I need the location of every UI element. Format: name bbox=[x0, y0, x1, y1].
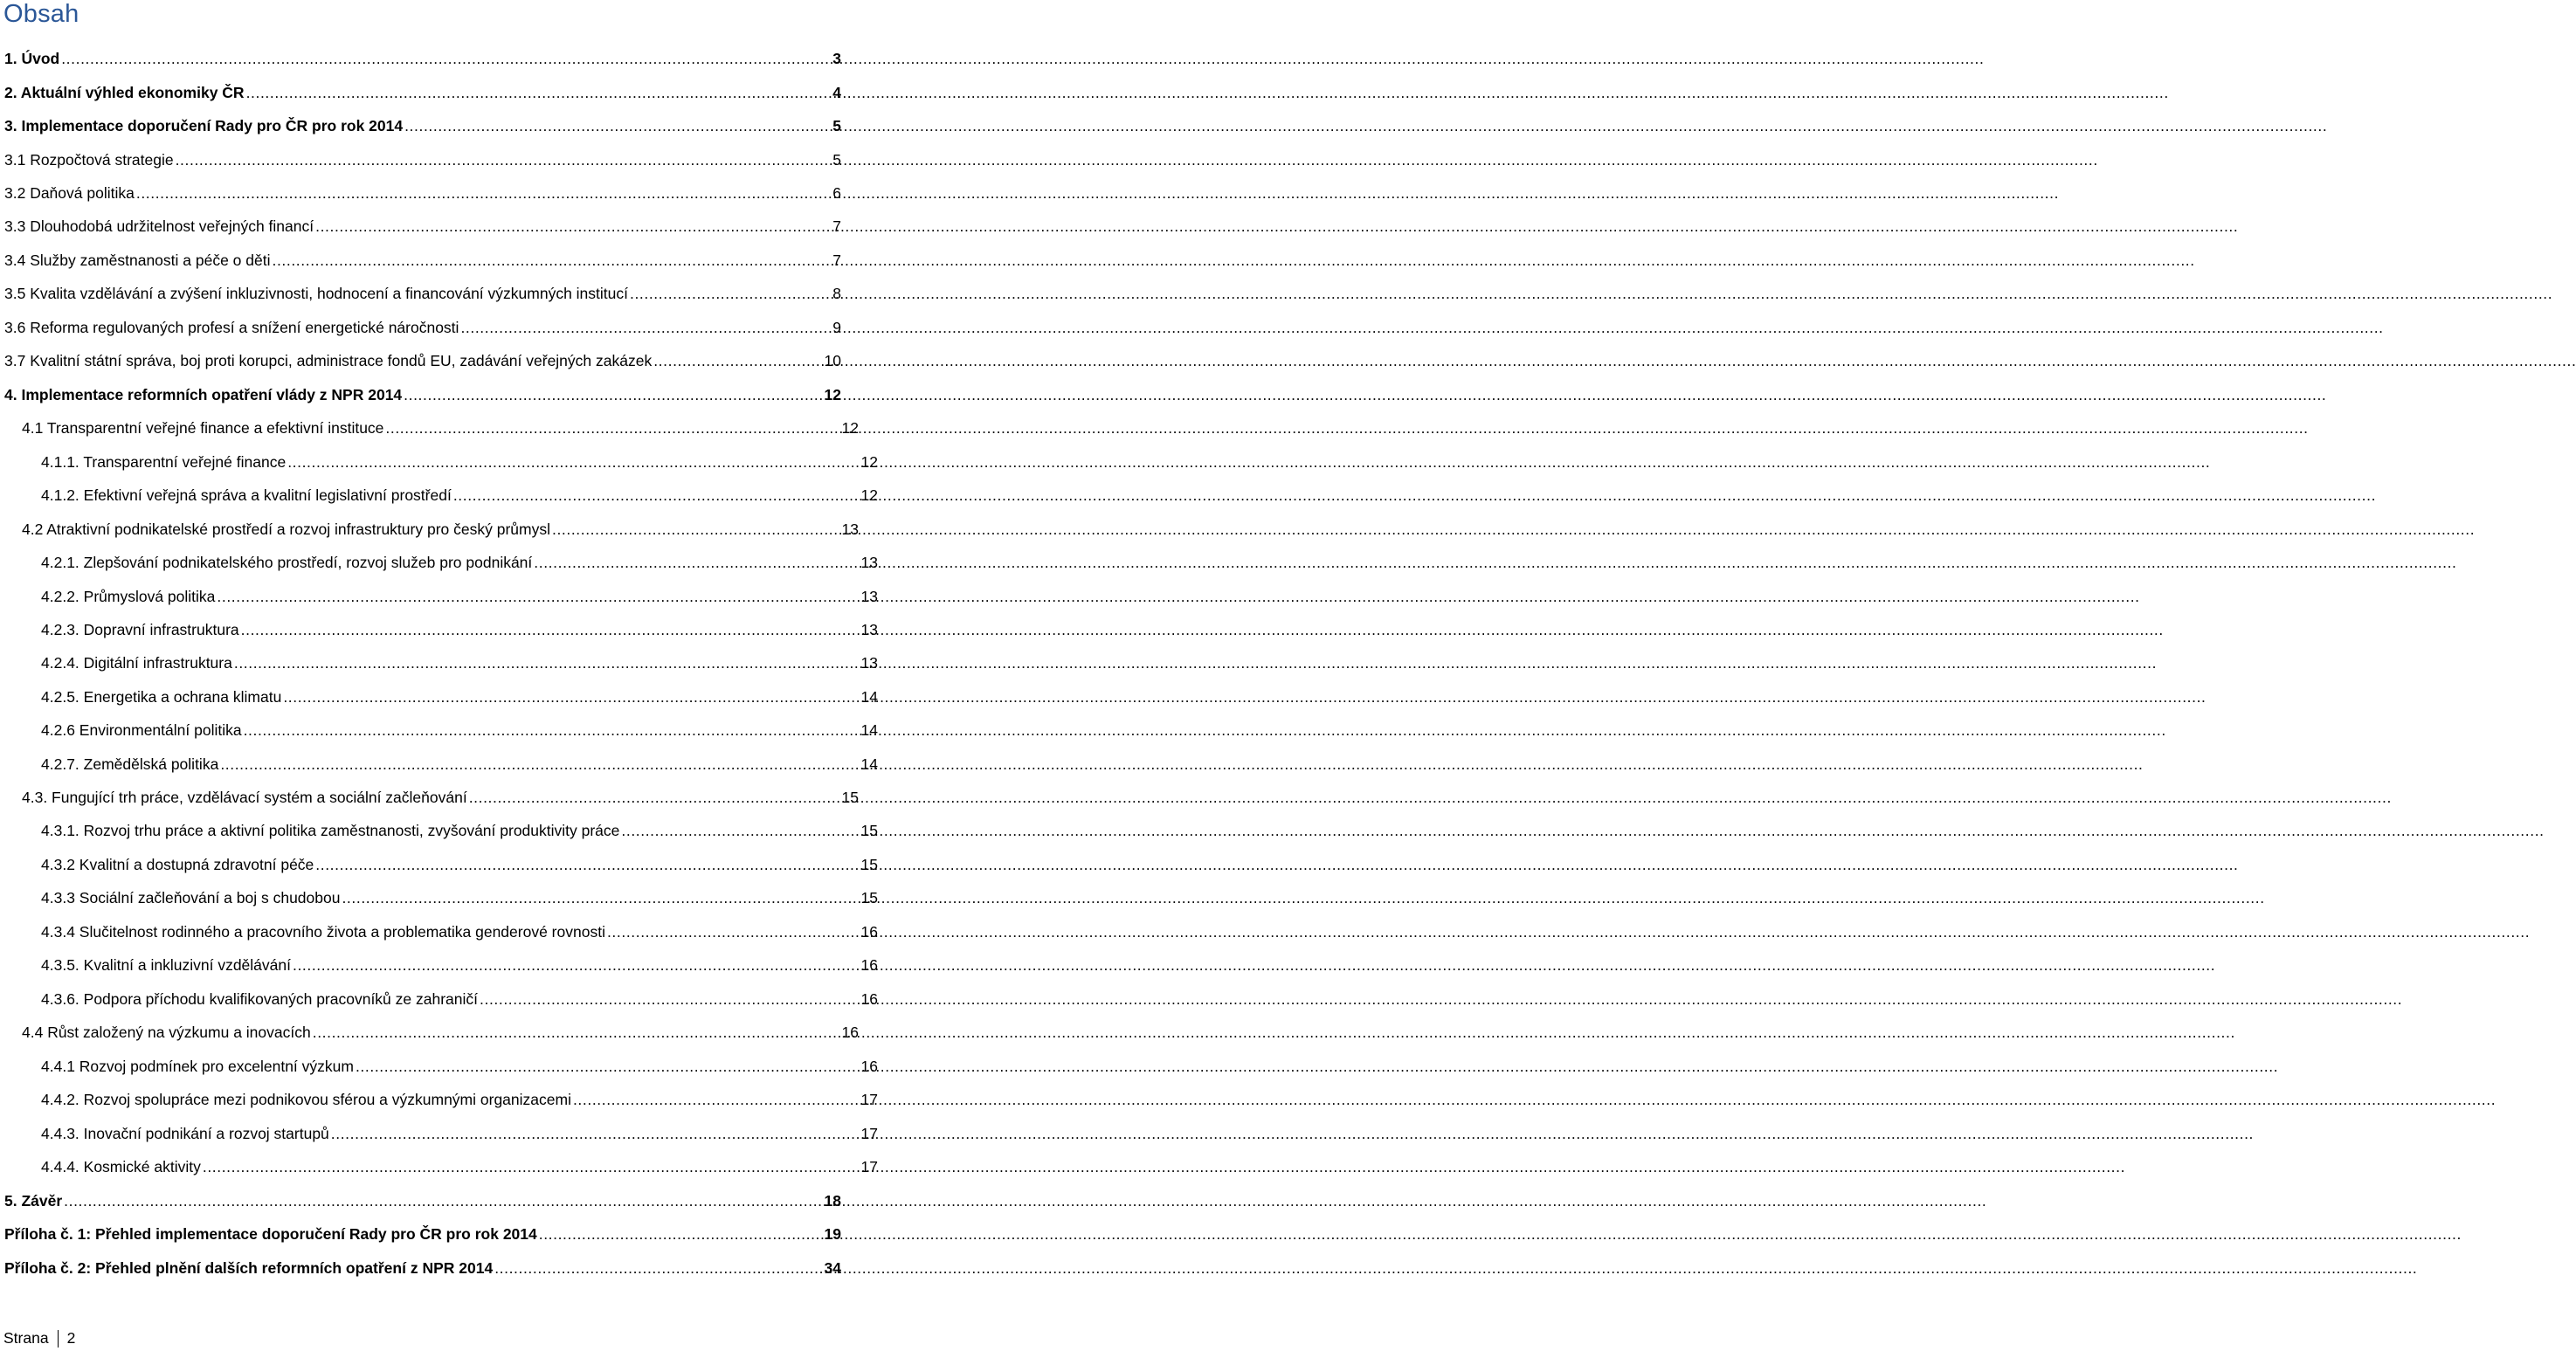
toc-entry-title: 4.4 Růst založený na výzkumu a inovacích bbox=[22, 1024, 311, 1041]
toc-dot-leader bbox=[315, 213, 831, 232]
toc-entry-title: 4. Implementace reformních opatření vlády z NPR 2014 bbox=[4, 386, 403, 403]
toc-entry[interactable] bbox=[0, 1085, 880, 1109]
toc-entry[interactable] bbox=[0, 1051, 880, 1076]
toc-entry-page: 17 bbox=[860, 1091, 878, 1108]
toc-entry-title: 4.2.2. Průmyslová politika bbox=[41, 588, 216, 605]
toc-entry[interactable] bbox=[0, 582, 880, 606]
toc-entry-title: 4.4.4. Kosmické aktivity bbox=[41, 1158, 201, 1175]
toc-entry-page: 3 bbox=[832, 50, 841, 67]
toc-dot-leader bbox=[241, 617, 860, 636]
toc-entry-title: 4.3.5. Kvalitní a inkluzivní vzdělávání bbox=[41, 956, 291, 974]
toc-entry-page: 17 bbox=[860, 1125, 878, 1142]
toc-entry-title: 4.4.2. Rozvoj spolupráce mezi podnikovou sférou a výzkumnými organizacemi bbox=[41, 1091, 571, 1108]
toc-entry[interactable] bbox=[0, 984, 880, 1009]
toc-dot-leader bbox=[469, 784, 840, 803]
toc-entry[interactable] bbox=[0, 413, 860, 438]
toc-entry[interactable] bbox=[0, 514, 860, 539]
toc-entry-page: 7 bbox=[832, 252, 841, 269]
toc-dot-leader bbox=[234, 650, 860, 669]
toc-entry-title: 4.2.5. Energetika a ochrana klimatu bbox=[41, 688, 282, 706]
toc-entry-title: 4.3.1. Rozvoj trhu práce a aktivní politika zaměstnanosti, zvyšování produktivity práce bbox=[41, 822, 620, 839]
toc-entry-page: 16 bbox=[860, 990, 878, 1008]
toc-entry-title: 4.2.1. Zlepšování podnikatelského prostředí, rozvoj služeb pro podnikání bbox=[41, 554, 533, 571]
toc-entry-title: 3.2 Daňová politika bbox=[4, 184, 135, 202]
toc-entry[interactable] bbox=[0, 782, 860, 807]
toc-entry-page: 5 bbox=[832, 117, 841, 134]
toc-entry-title: 5. Závěr bbox=[4, 1192, 63, 1210]
toc-entry-page: 7 bbox=[832, 217, 841, 235]
page-title: Obsah bbox=[3, 0, 79, 28]
toc-dot-leader bbox=[61, 45, 831, 65]
toc-entry[interactable] bbox=[0, 1186, 843, 1210]
toc-dot-leader bbox=[453, 482, 860, 501]
page-footer bbox=[3, 1329, 75, 1348]
toc-dot-leader bbox=[460, 314, 831, 334]
toc-entry[interactable] bbox=[0, 44, 843, 68]
toc-entry-page: 18 bbox=[824, 1192, 841, 1210]
toc-entry-title: 4.4.3. Inovační podnikání a rozvoj startupů bbox=[41, 1125, 329, 1142]
toc-entry-title: 3. Implementace doporučení Rady pro ČR pro rok 2014 bbox=[4, 117, 404, 134]
toc-entry-title: 3.3 Dlouhodobá udržitelnost veřejných financí bbox=[4, 217, 314, 235]
toc-entry-page: 4 bbox=[832, 84, 841, 101]
toc-entry-page: 15 bbox=[860, 856, 878, 873]
toc-entry[interactable] bbox=[0, 78, 843, 102]
toc-dot-leader bbox=[273, 247, 832, 266]
toc-entry[interactable] bbox=[0, 380, 843, 404]
toc-entry[interactable] bbox=[0, 245, 843, 270]
toc-entry-title: 4.2.7. Zemědělská politika bbox=[41, 755, 219, 773]
toc-entry-title: 3.5 Kvalita vzdělávání a zvýšení inkluzivnosti, hodnocení a financování výzkumných institucí bbox=[4, 285, 628, 302]
footer-page-number: 2 bbox=[66, 1329, 76, 1347]
toc-entry-page: 13 bbox=[860, 588, 878, 605]
toc-entry-page: 12 bbox=[824, 386, 841, 403]
toc-entry-page: 19 bbox=[824, 1225, 841, 1243]
toc-entry-title: 3.4 Služby zaměstnanosti a péče o děti bbox=[4, 252, 271, 269]
toc-entry-page: 13 bbox=[860, 621, 878, 638]
toc-entry[interactable] bbox=[0, 816, 880, 840]
toc-dot-leader bbox=[653, 348, 822, 367]
toc-entry-title: 4.3.2 Kvalitní a dostupná zdravotní péče bbox=[41, 856, 314, 873]
toc-entry[interactable] bbox=[0, 648, 880, 672]
toc-dot-leader bbox=[404, 382, 822, 401]
toc-dot-leader bbox=[573, 1086, 860, 1106]
toc-dot-leader bbox=[203, 1154, 860, 1173]
toc-entry[interactable] bbox=[0, 682, 880, 707]
toc-entry[interactable] bbox=[0, 715, 880, 740]
toc-dot-leader bbox=[244, 717, 860, 736]
toc-entry-title: 3.1 Rozpočtová strategie bbox=[4, 151, 174, 169]
toc-entry-title: 4.1.2. Efektivní veřejná správa a kvalitní legislativní prostředí bbox=[41, 486, 452, 504]
toc-entry-page: 34 bbox=[824, 1259, 841, 1277]
toc-entry-page: 9 bbox=[832, 319, 841, 336]
toc-entry-title: 4.3.3 Sociální začleňování a boj s chudobou bbox=[41, 889, 341, 906]
toc-dot-leader bbox=[552, 516, 840, 535]
toc-dot-leader bbox=[287, 449, 859, 468]
toc-entry-page: 14 bbox=[860, 755, 878, 773]
toc-dot-leader bbox=[217, 583, 859, 603]
toc-dot-leader bbox=[385, 415, 839, 434]
toc-entry-page: 14 bbox=[860, 688, 878, 706]
toc-entry-title: Příloha č. 2: Přehled plnění dalších reformních opatření z NPR 2014 bbox=[4, 1259, 494, 1277]
toc-entry-title: 4.3.4 Slučitelnost rodinného a pracovního života a problematika genderové rovnosti bbox=[41, 923, 605, 941]
toc-dot-leader bbox=[64, 1188, 822, 1207]
toc-entry-page: 15 bbox=[860, 889, 878, 906]
toc-entry[interactable] bbox=[0, 917, 880, 941]
toc-entry-title: 4.1 Transparentní veřejné finance a efektivní instituce bbox=[22, 419, 384, 437]
toc-entry-page: 6 bbox=[832, 184, 841, 202]
toc-dot-leader bbox=[246, 79, 832, 99]
toc-entry[interactable] bbox=[0, 313, 843, 337]
toc-dot-leader bbox=[480, 986, 860, 1005]
toc-entry-title: 4.4.1 Rozvoj podmínek pro excelentní výzkum bbox=[41, 1058, 354, 1075]
toc-entry[interactable] bbox=[0, 111, 843, 135]
toc-entry-title: 4.2.4. Digitální infrastruktura bbox=[41, 654, 232, 672]
toc-entry[interactable] bbox=[0, 178, 843, 203]
toc-entry[interactable] bbox=[0, 548, 880, 572]
toc-entry[interactable] bbox=[0, 1017, 860, 1042]
toc-entry[interactable] bbox=[0, 1152, 880, 1176]
toc-entry[interactable] bbox=[0, 1219, 843, 1244]
toc-entry[interactable] bbox=[0, 346, 843, 370]
toc-entry-title: 3.6 Reforma regulovaných profesí a snížení energetické náročnosti bbox=[4, 319, 459, 336]
toc-entry-title: 1. Úvod bbox=[4, 50, 60, 67]
toc-entry[interactable] bbox=[0, 950, 880, 975]
toc-entry-title: 4.3. Fungující trh práce, vzdělávací systém a sociální začleňování bbox=[22, 789, 467, 806]
toc-entry-page: 14 bbox=[860, 721, 878, 739]
toc-entry[interactable] bbox=[0, 1119, 880, 1143]
toc-dot-leader bbox=[315, 851, 859, 871]
toc-entry[interactable] bbox=[0, 883, 880, 907]
toc-entry-title: 4.2.3. Dopravní infrastruktura bbox=[41, 621, 239, 638]
toc-dot-leader bbox=[621, 817, 859, 837]
toc-entry[interactable] bbox=[0, 480, 880, 505]
toc-entry[interactable] bbox=[0, 1253, 843, 1278]
toc-entry-page: 13 bbox=[860, 554, 878, 571]
toc-dot-leader bbox=[539, 1221, 823, 1240]
toc-entry[interactable] bbox=[0, 615, 880, 639]
toc-dot-leader bbox=[630, 280, 831, 300]
toc-dot-leader bbox=[220, 751, 859, 770]
toc-entry[interactable] bbox=[0, 749, 880, 774]
toc-entry-page: 13 bbox=[841, 520, 859, 538]
toc-entry-page: 12 bbox=[860, 486, 878, 504]
toc-dot-leader bbox=[331, 1120, 860, 1140]
toc-entry-page: 12 bbox=[841, 419, 859, 437]
toc-dot-leader bbox=[534, 549, 859, 569]
toc-entry-page: 16 bbox=[860, 1058, 878, 1075]
toc-entry[interactable] bbox=[0, 279, 843, 303]
toc-dot-leader bbox=[293, 952, 860, 971]
toc-dot-leader bbox=[356, 1053, 860, 1072]
toc-entry-title: Příloha č. 1: Přehled implementace doporučení Rady pro ČR pro rok 2014 bbox=[4, 1225, 537, 1243]
toc-entry-page: 10 bbox=[824, 352, 841, 369]
toc-dot-leader bbox=[607, 919, 860, 938]
toc-entry-page: 15 bbox=[860, 822, 878, 839]
footer-separator bbox=[58, 1330, 59, 1348]
toc-dot-leader bbox=[136, 180, 831, 199]
toc-entry-page: 8 bbox=[832, 285, 841, 302]
toc-entry-title: 3.7 Kvalitní státní správa, boj proti korupci, administrace fondů EU, zadávání veřejných zakázek bbox=[4, 352, 653, 369]
toc-entry-page: 5 bbox=[832, 151, 841, 169]
toc-entry-page: 16 bbox=[860, 923, 878, 941]
toc-entry-title: 4.3.6. Podpora příchodu kvalifikovaných pracovníků ze zahraničí bbox=[41, 990, 479, 1008]
toc-entry[interactable] bbox=[0, 447, 880, 472]
toc-entry-page: 12 bbox=[860, 453, 878, 471]
toc-dot-leader bbox=[313, 1019, 840, 1038]
toc-entry-title: 4.2.6 Environmentální politika bbox=[41, 721, 242, 739]
toc-entry-page: 15 bbox=[841, 789, 859, 806]
toc-entry-page: 16 bbox=[860, 956, 878, 974]
footer-label: Strana bbox=[3, 1329, 49, 1347]
toc-entry-page: 17 bbox=[860, 1158, 878, 1175]
toc-entry-title: 2. Aktuální výhled ekonomiky ČR bbox=[4, 84, 245, 101]
toc-entry[interactable] bbox=[0, 145, 843, 169]
toc-entry-title: 4.2 Atraktivní podnikatelské prostředí a rozvoj infrastruktury pro český průmysl bbox=[22, 520, 550, 538]
toc-entry[interactable] bbox=[0, 211, 843, 236]
toc-entry-title: 4.1.1. Transparentní veřejné finance bbox=[41, 453, 287, 471]
toc-dot-leader bbox=[176, 147, 832, 166]
toc-entry-page: 13 bbox=[860, 654, 878, 672]
toc-dot-leader bbox=[283, 684, 859, 703]
toc-entry-page: 16 bbox=[841, 1024, 859, 1041]
toc-dot-leader bbox=[404, 113, 831, 132]
toc-dot-leader bbox=[342, 885, 859, 904]
toc-dot-leader bbox=[494, 1255, 822, 1274]
toc-entry[interactable] bbox=[0, 850, 880, 874]
